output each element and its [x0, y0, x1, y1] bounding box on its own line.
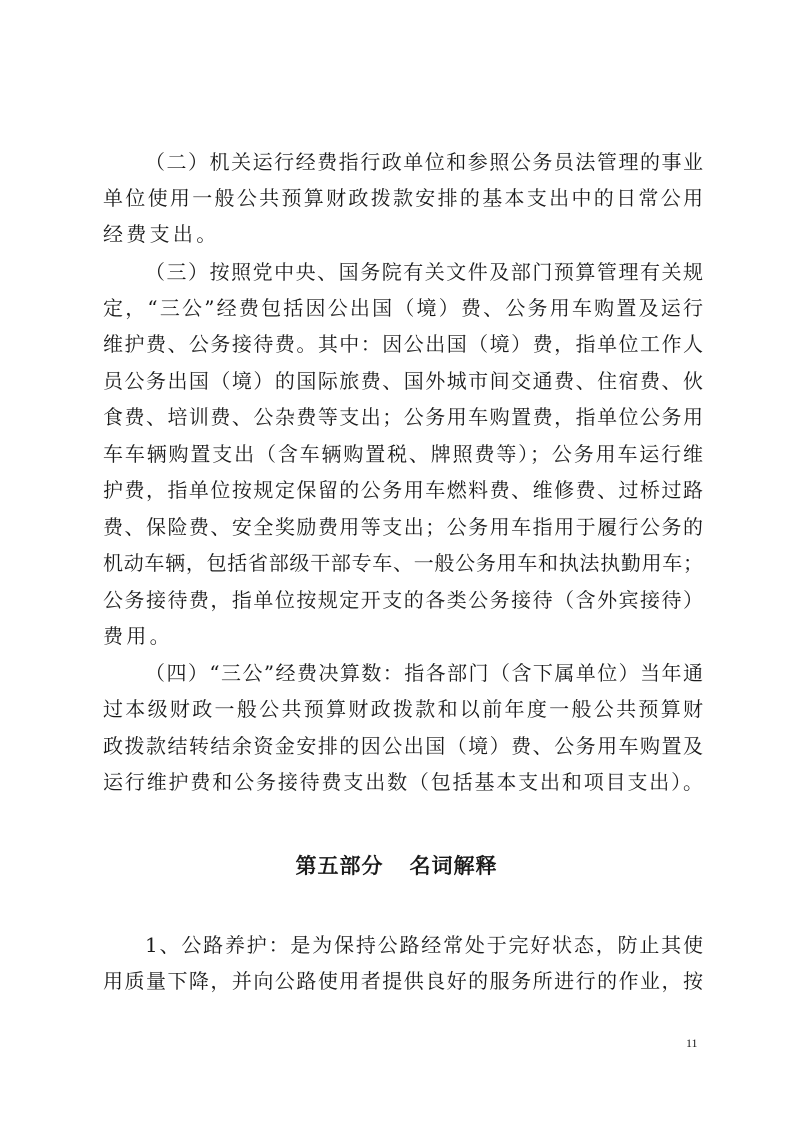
- definition-line: 1、公路养护：是为保持公路经常处于完好状态，防止其使: [145, 933, 703, 957]
- paragraph-line: 费、保险费、安全奖励费用等支出；公务用车指用于履行公务的: [103, 515, 703, 539]
- paragraph-line: 车车辆购置支出（含车辆购置税、牌照费等）；公务用车运行维: [103, 442, 703, 466]
- paragraph-line: 机动车辆，包括省部级干部专车、一般公务用车和执法执勤用车；: [103, 551, 703, 575]
- paragraph-line: 运行维护费和公务接待费支出数（包括基本支出和项目支出）。: [103, 770, 703, 794]
- paragraph-line: 维护费、公务接待费。其中：因公出国（境）费，指单位工作人: [103, 332, 703, 356]
- definition-line: 用质量下降，并向公路使用者提供良好的服务所进行的作业，按: [103, 969, 703, 993]
- section-title: 名词解释: [409, 853, 498, 878]
- section-heading: [0, 851, 793, 881]
- paragraph-line: 单位使用一般公共预算财政拨款安排的基本支出中的日常公用: [103, 186, 703, 210]
- paragraph-line: 公务接待费，指单位按规定开支的各类公务接待（含外宾接待）: [103, 588, 703, 612]
- paragraph-line: 食费、培训费、公杂费等支出；公务用车购置费，指单位公务用: [103, 405, 703, 429]
- section-part-label: 第五部分: [295, 853, 384, 878]
- paragraph-line: 费用。: [103, 624, 173, 648]
- paragraph-line: 护费，指单位按规定保留的公务用车燃料费、维修费、过桥过路: [103, 478, 703, 502]
- paragraph-line: 员公务出国（境）的国际旅费、国外城市间交通费、住宿费、伙: [103, 369, 703, 393]
- paragraph-line: （二）机关运行经费指行政单位和参照公务员法管理的事业: [145, 150, 703, 174]
- page-number: 11: [686, 1036, 698, 1050]
- paragraph-line: 定，“三公”经费包括因公出国（境）费、公务用车购置及运行: [103, 296, 703, 320]
- paragraph-line: 过本级财政一般公共预算财政拨款和以前年度一般公共预算财: [103, 697, 703, 721]
- paragraph-line: 政拨款结转结余资金安排的因公出国（境）费、公务用车购置及: [103, 734, 703, 758]
- paragraph-line: （三）按照党中央、国务院有关文件及部门预算管理有关规: [145, 260, 703, 284]
- paragraph-line: 经费支出。: [103, 222, 220, 246]
- paragraph-line: （四）“三公”经费决算数：指各部门（含下属单位）当年通: [145, 661, 703, 685]
